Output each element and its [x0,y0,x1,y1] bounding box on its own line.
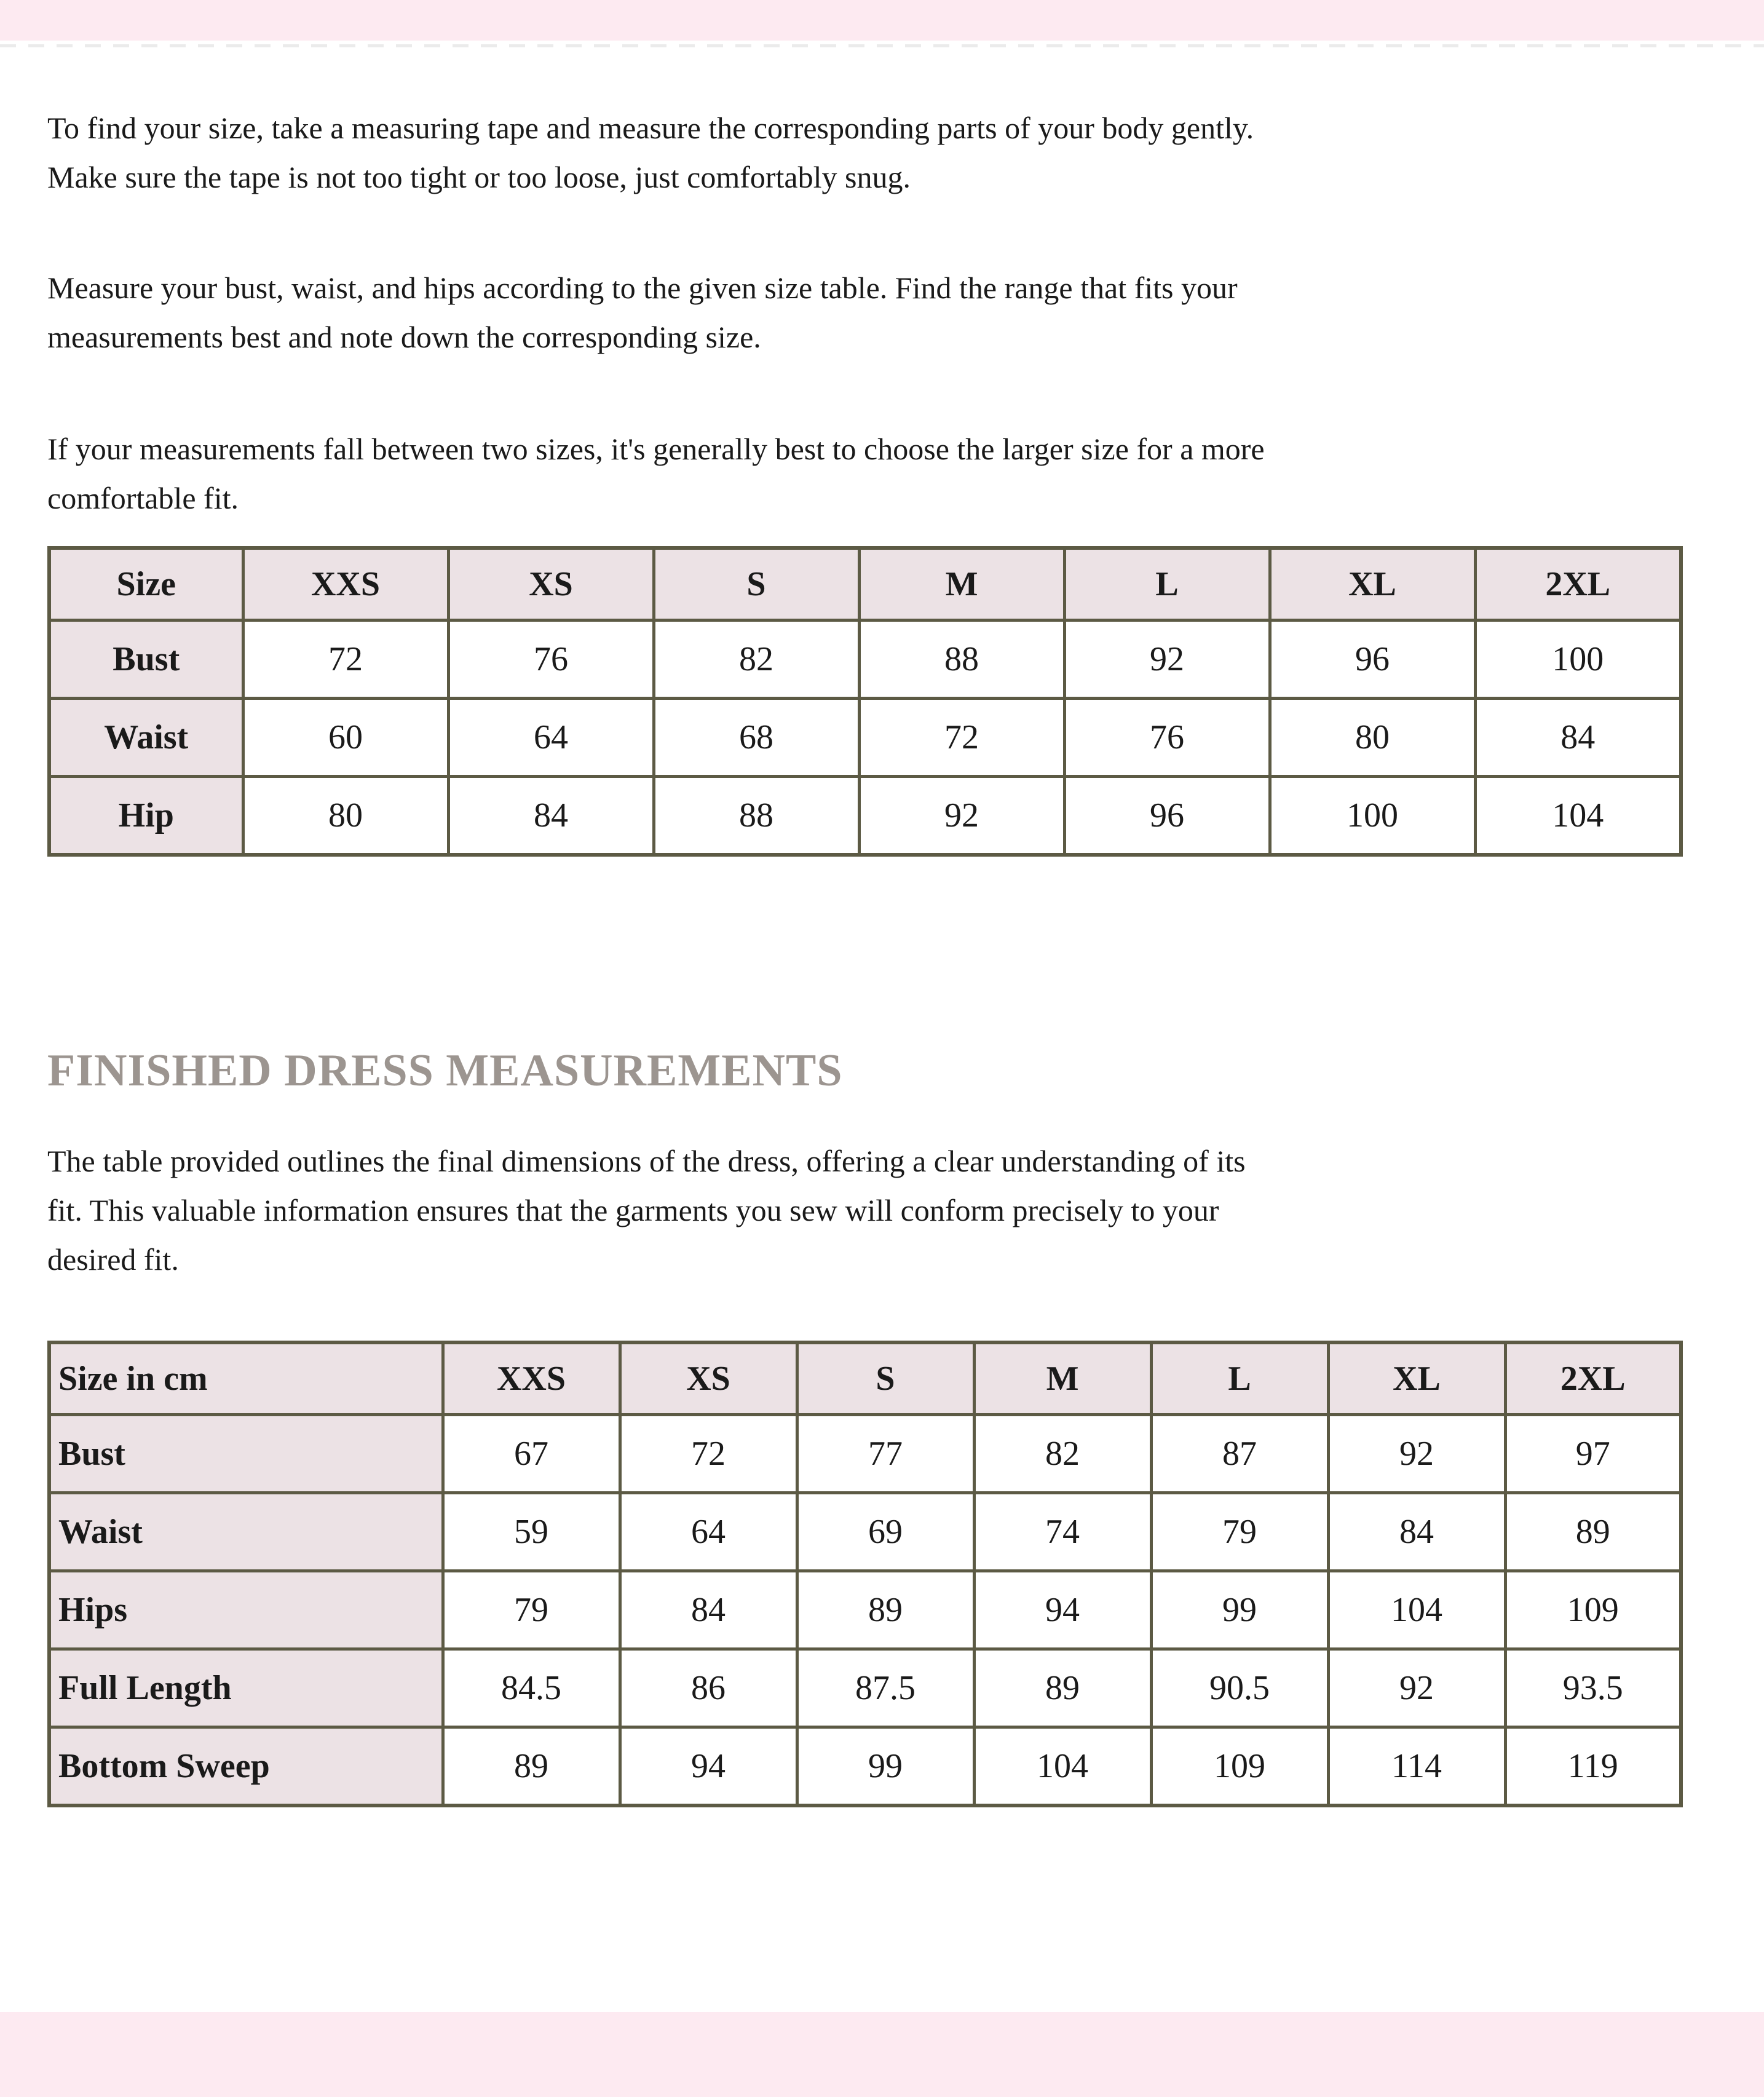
value-cell: 99 [797,1727,974,1806]
row-label-cell: Hips [49,1571,443,1649]
table-row [49,1415,1681,1493]
value-cell: 89 [1505,1493,1681,1571]
section-paragraph [47,1136,1695,1284]
paragraph-line: measurements best and note down the corresponding size. [47,320,761,354]
value-cell: 96 [1270,620,1475,699]
intro-paragraph-2 [47,263,1695,362]
value-cell: 88 [859,620,1064,699]
value-cell: 90.5 [1151,1649,1328,1727]
value-cell: 76 [1064,699,1270,777]
row-label-cell: Bust [49,1415,443,1493]
finished-measurements-table [47,1341,1683,1807]
value-cell: 80 [243,777,448,855]
table-header-cell: XXS [443,1342,620,1415]
value-cell: 104 [974,1727,1151,1806]
value-cell: 109 [1151,1727,1328,1806]
value-cell: 104 [1475,777,1681,855]
bottom-accent-band [0,2012,1764,2097]
value-cell: 64 [448,699,654,777]
intro-paragraph-3 [47,424,1695,523]
value-cell: 104 [1328,1571,1505,1649]
value-cell: 89 [974,1649,1151,1727]
paragraph-line: fit. This valuable information ensures that the garments you sew will conform precisely to your [47,1193,1219,1227]
table-row [49,1571,1681,1649]
intro-paragraph-1 [47,103,1695,202]
value-cell: 92 [1328,1415,1505,1493]
table-header-cell: XXS [243,548,448,620]
value-cell: 97 [1505,1415,1681,1493]
value-cell: 87.5 [797,1649,974,1727]
table-header-cell: XS [620,1342,797,1415]
value-cell: 92 [1064,620,1270,699]
table-header-cell: XS [448,548,654,620]
paragraph-line: Make sure the tape is not too tight or too loose, just comfortably snug. [47,160,911,194]
table-header-row [49,548,1681,620]
value-cell: 67 [443,1415,620,1493]
value-cell: 60 [243,699,448,777]
row-label-cell: Hip [49,777,243,855]
value-cell: 72 [620,1415,797,1493]
section-heading: FINISHED DRESS MEASUREMENTS [47,1045,843,1096]
row-label-cell: Bust [49,620,243,699]
paragraph-line: comfortable fit. [47,481,239,515]
table-row [49,1649,1681,1727]
value-cell: 89 [443,1727,620,1806]
value-cell: 72 [859,699,1064,777]
value-cell: 119 [1505,1727,1681,1806]
value-cell: 86 [620,1649,797,1727]
value-cell: 74 [974,1493,1151,1571]
value-cell: 92 [859,777,1064,855]
value-cell: 84 [1475,699,1681,777]
table-header-cell: L [1151,1342,1328,1415]
table-header-cell: S [797,1342,974,1415]
value-cell: 96 [1064,777,1270,855]
value-cell: 100 [1475,620,1681,699]
value-cell: 87 [1151,1415,1328,1493]
value-cell: 76 [448,620,654,699]
value-cell: 84 [1328,1493,1505,1571]
table-header-cell: XL [1270,548,1475,620]
paragraph-line: To find your size, take a measuring tape and measure the corresponding parts of your body gently. [47,111,1254,145]
table-row [49,699,1681,777]
row-label-cell: Waist [49,1493,443,1571]
value-cell: 99 [1151,1571,1328,1649]
table-header-cell: Size in cm [49,1342,443,1415]
table-row [49,1727,1681,1806]
value-cell: 64 [620,1493,797,1571]
value-cell: 79 [443,1571,620,1649]
paragraph-line: The table provided outlines the final dimensions of the dress, offering a clear understanding of its [47,1144,1246,1178]
value-cell: 94 [620,1727,797,1806]
value-cell: 88 [654,777,859,855]
value-cell: 114 [1328,1727,1505,1806]
table-header-cell: Size [49,548,243,620]
value-cell: 72 [243,620,448,699]
value-cell: 93.5 [1505,1649,1681,1727]
table-row [49,1493,1681,1571]
paragraph-line: Measure your bust, waist, and hips according to the given size table. Find the range that fits your [47,271,1238,305]
value-cell: 89 [797,1571,974,1649]
row-label-cell: Full Length [49,1649,443,1727]
value-cell: 84.5 [443,1649,620,1727]
value-cell: 94 [974,1571,1151,1649]
value-cell: 59 [443,1493,620,1571]
paragraph-line: If your measurements fall between two sizes, it's generally best to choose the larger size for a more [47,432,1265,466]
table-row [49,777,1681,855]
table-header-cell: S [654,548,859,620]
table-header-cell: 2XL [1505,1342,1681,1415]
value-cell: 68 [654,699,859,777]
top-accent-band [0,0,1764,41]
table-header-cell: XL [1328,1342,1505,1415]
table-header-cell: M [859,548,1064,620]
value-cell: 92 [1328,1649,1505,1727]
value-cell: 84 [448,777,654,855]
value-cell: 82 [974,1415,1151,1493]
table-header-row [49,1342,1681,1415]
paragraph-line: desired fit. [47,1242,179,1277]
table-header-cell: M [974,1342,1151,1415]
value-cell: 82 [654,620,859,699]
table-header-cell: 2XL [1475,548,1681,620]
row-label-cell: Waist [49,699,243,777]
body-measurements-table [47,546,1683,857]
table-header-cell: L [1064,548,1270,620]
value-cell: 80 [1270,699,1475,777]
table-row [49,620,1681,699]
value-cell: 79 [1151,1493,1328,1571]
value-cell: 109 [1505,1571,1681,1649]
row-label-cell: Bottom Sweep [49,1727,443,1806]
value-cell: 69 [797,1493,974,1571]
page-edge-separator [0,44,1764,47]
value-cell: 84 [620,1571,797,1649]
value-cell: 100 [1270,777,1475,855]
value-cell: 77 [797,1415,974,1493]
